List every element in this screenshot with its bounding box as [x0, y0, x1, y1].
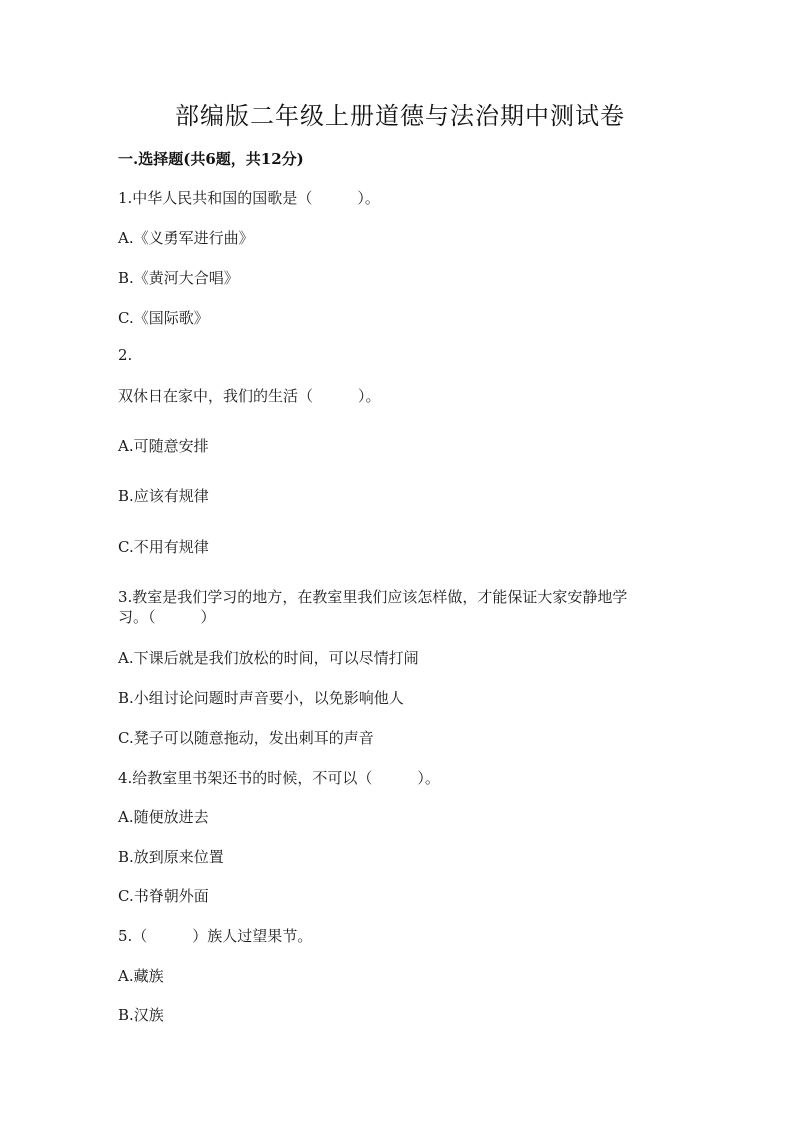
question-5-stem: 5.（ ）族人过望果节。 — [118, 927, 313, 945]
question-4-option-c: C.书脊朝外面 — [118, 887, 209, 905]
question-3-option-c: C.凳子可以随意拖动，发出刺耳的声音 — [118, 729, 374, 747]
question-4-stem: 4.给教室里书架还书的时候，不可以（ ）。 — [118, 769, 440, 787]
question-1-stem: 1.中华人民共和国的国歌是（ ）。 — [118, 189, 380, 207]
question-3-stem-line-1: 3.教室是我们学习的地方，在教室里我们应该怎样做，才能保证大家安静地学 — [118, 588, 628, 606]
question-5-option-b: B.汉族 — [118, 1006, 164, 1024]
question-2-option-c: C.不用有规律 — [118, 538, 209, 556]
question-3-option-a: A.下课后就是我们放松的时间，可以尽情打闹 — [118, 649, 419, 667]
question-2-stem: 双休日在家中，我们的生活（ ）。 — [118, 387, 381, 405]
section-heading: 一.选择题(共6题，共12分) — [118, 150, 304, 168]
question-1-option-a: A.《义勇军进行曲》 — [118, 229, 254, 247]
page-title: 部编版二年级上册道德与法治期中测试卷 — [175, 102, 625, 130]
question-2-option-a: A.可随意安排 — [118, 437, 209, 455]
question-1-option-c: C.《国际歌》 — [118, 309, 209, 327]
question-4-option-a: A.随便放进去 — [118, 808, 209, 826]
question-4-option-b: B.放到原来位置 — [118, 848, 224, 866]
question-2-option-b: B.应该有规律 — [118, 487, 209, 505]
question-2-number: 2. — [118, 346, 133, 364]
question-1-option-b: B.《黄河大合唱》 — [118, 269, 239, 287]
question-5-option-a: A.藏族 — [118, 967, 164, 985]
question-3-option-b: B.小组讨论问题时声音要小，以免影响他人 — [118, 689, 404, 707]
question-3-stem-line-2: 习。（ ） — [118, 608, 216, 626]
